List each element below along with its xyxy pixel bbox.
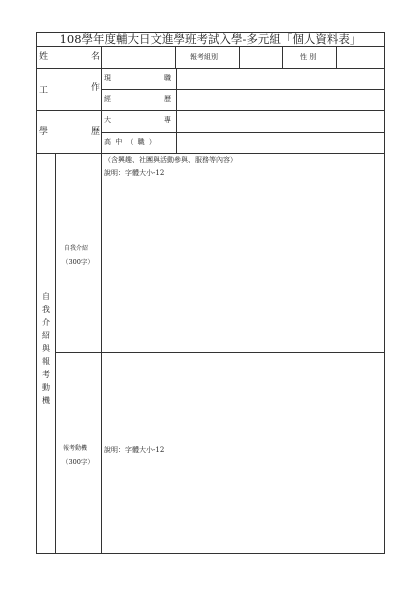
border-right: [384, 32, 385, 554]
current-job-label-part1: 現: [104, 74, 111, 82]
motive-text-area[interactable]: [102, 353, 384, 553]
border-bottom: [36, 553, 385, 554]
category-label: 報考組別: [190, 53, 218, 61]
intro-note: （含興趣、社團與活動參與、服務等內容）: [104, 156, 237, 164]
gender-label: 性 別: [300, 53, 317, 61]
current-job-label-part2: 職: [164, 74, 171, 82]
row-line-edu: [36, 153, 385, 154]
statement-vertical-label: 自我介紹與報考動機: [42, 292, 50, 405]
college-label-part1: 大: [104, 116, 111, 124]
college-label-part2: 專: [164, 116, 171, 124]
name-label-part1: 姓: [39, 52, 49, 62]
intro-label: 自我介紹: [64, 245, 89, 252]
col-line-category-left: [175, 46, 176, 68]
work-history-input-cell[interactable]: [177, 90, 384, 110]
work-label-part2: 作: [91, 83, 101, 93]
work-history-label-part2: 歷: [164, 95, 171, 103]
gender-input-cell[interactable]: [337, 47, 384, 68]
work-label-part1: 工: [39, 86, 49, 96]
motive-word-count: （300字）: [62, 458, 94, 466]
category-input-cell[interactable]: [240, 47, 282, 68]
motive-instruction: 說明：字體大小-12: [104, 446, 165, 454]
intro-word-count: （300字）: [62, 258, 94, 266]
motive-label: 報考動機: [63, 445, 88, 452]
work-history-label-part1: 經: [104, 95, 111, 103]
name-label-part2: 名: [91, 52, 101, 62]
name-input-cell[interactable]: [102, 47, 175, 68]
col-line-gender-left: [282, 46, 283, 68]
college-input-cell[interactable]: [177, 111, 384, 132]
col-line-statement-left: [55, 153, 56, 554]
intro-instruction: 說明：字體大小-12: [104, 169, 165, 177]
education-label-part1: 學: [39, 127, 49, 137]
highschool-input-cell[interactable]: [177, 133, 384, 153]
current-job-input-cell[interactable]: [177, 69, 384, 89]
row-line-title: [36, 46, 385, 47]
page-title: 108學年度輔大日文進學班考試入學-多元組「個人資料表」: [59, 32, 362, 46]
education-label-part2: 歷: [91, 127, 101, 137]
intro-text-area[interactable]: [102, 180, 384, 351]
border-left: [36, 32, 37, 554]
highschool-label: 高 中 （ 職 ）: [104, 138, 157, 146]
